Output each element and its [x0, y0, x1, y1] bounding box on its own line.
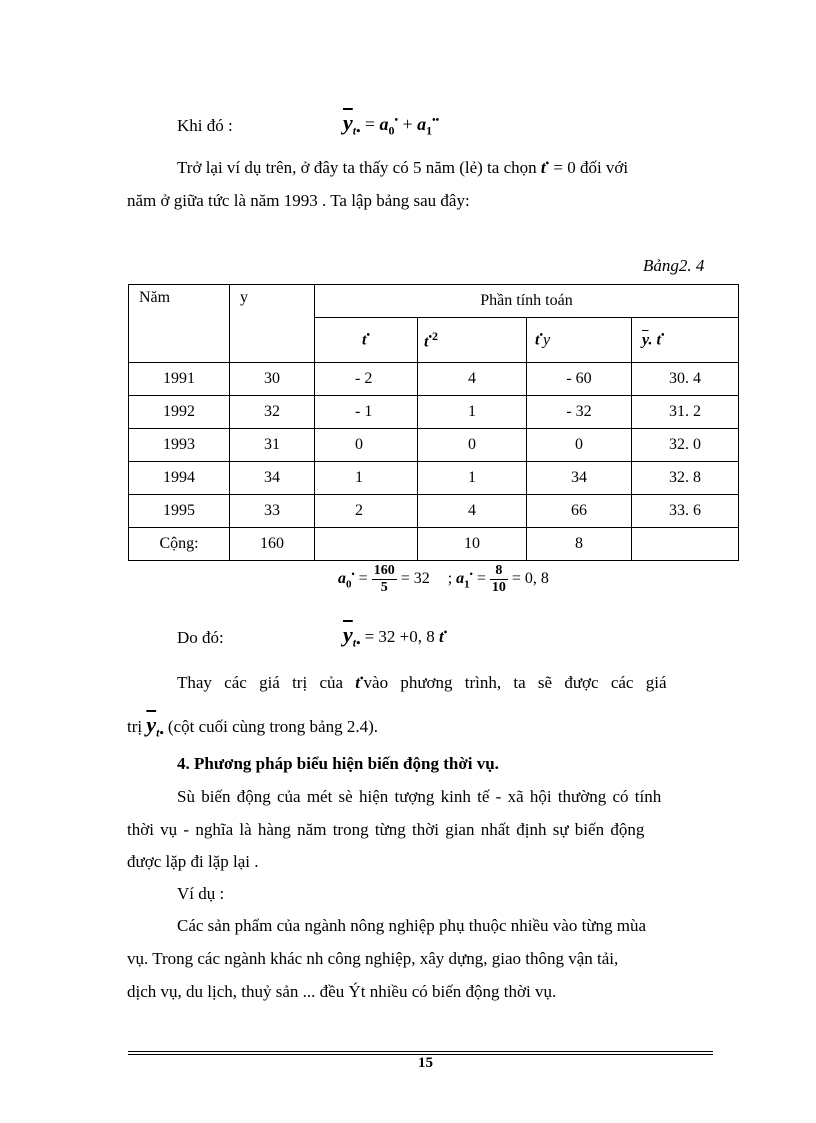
cell-t	[315, 528, 418, 561]
paragraph-seasonal-line2: thời vụ - nghĩa là hàng năm trong từng thời gian nhất định sự biến động	[127, 820, 645, 839]
cell-t: - 1	[315, 396, 418, 429]
paragraph-intro-line2: năm ở giữa tức là năm 1993 . Ta lập bảng sau đây:	[127, 191, 470, 210]
cell-t: 1	[315, 462, 418, 495]
cell-t2: 4	[418, 495, 527, 528]
cell-year: 1993	[129, 429, 230, 462]
paragraph-example-line2: vụ. Trong các ngành khác nh công nghiệp, xây dựng, giao thông vận tải,	[127, 949, 619, 968]
table-row	[129, 429, 739, 462]
result-equation: $\overline{y}_{t•} = 32 +0$, 8 t•	[343, 622, 448, 650]
paragraph-seasonal-line3: được lặp đi lặp lại .	[127, 852, 259, 871]
cell-t2: 1	[418, 396, 527, 429]
cell-y: 33	[230, 495, 315, 528]
cell-yt: 30. 4	[632, 363, 739, 396]
cell-ty: - 60	[527, 363, 632, 396]
header-calculation: Phần tính toán	[315, 285, 739, 318]
page-number: 15	[418, 1055, 433, 1071]
cell-y: 31	[230, 429, 315, 462]
coefficient-equations: $a_0^•$ = $\frac{160}{5}$ = 32 ; $a_1^•$ = $\frac{8}{10}$ = 0, 8	[338, 563, 549, 595]
header-ty: t•y	[527, 318, 632, 363]
example-label: Ví dụ :	[177, 884, 225, 903]
paragraph-substitute-line2: trị $\overline{y}_{t•}$ (cột cuối cùng trong bảng 2.4).	[127, 712, 379, 740]
calculation-table	[128, 284, 739, 561]
khi-do-label: Khi đó :	[177, 116, 233, 135]
header-y: y	[230, 285, 315, 363]
paragraph-substitute-line1: Thay các giá trị của t•vào phương trình, ta sẽ được các giá	[177, 673, 667, 692]
header-t: t•	[315, 318, 418, 363]
cell-t: 2	[315, 495, 418, 528]
cell-t2: 1	[418, 462, 527, 495]
cell-ty: 34	[527, 462, 632, 495]
cell-ty: 8	[527, 528, 632, 561]
cell-t2: 4	[418, 363, 527, 396]
paragraph-example-line1: Các sản phẩm của ngành nông nghiệp phụ thuộc nhiều vào từng mùa	[177, 916, 647, 935]
cell-t2: 10	[418, 528, 527, 561]
trend-equation: $\overline{y}_{t•} = a_0^• + a_1^{••}$	[343, 110, 440, 138]
paragraph-intro-line1: Trở lại ví dụ trên, ở đây ta thấy có 5 năm (lẻ) ta chọn t• = 0 đối với	[177, 158, 629, 177]
table-row	[129, 396, 739, 429]
table-row	[129, 363, 739, 396]
header-t-squared: $t^{•2}$	[418, 318, 527, 363]
cell-yt: 32. 0	[632, 429, 739, 462]
table-row	[129, 462, 739, 495]
cell-y: 160	[230, 528, 315, 561]
table-row-total	[129, 528, 739, 561]
footer-rule-top	[128, 1051, 713, 1052]
cell-year: 1992	[129, 396, 230, 429]
cell-t2: 0	[418, 429, 527, 462]
cell-total-label: Cộng:	[129, 528, 230, 561]
table-caption: Bảng2. 4	[643, 256, 705, 275]
header-y-bar-t: $\overline{y}$. t•	[632, 318, 739, 363]
cell-year: 1995	[129, 495, 230, 528]
cell-ty: - 32	[527, 396, 632, 429]
cell-yt: 32. 8	[632, 462, 739, 495]
cell-yt	[632, 528, 739, 561]
header-year: Năm	[129, 285, 230, 363]
cell-year: 1991	[129, 363, 230, 396]
paragraph-example-line3: dịch vụ, du lịch, thuỷ sản ... đều Ýt nhiều có biến động thời vụ.	[127, 982, 557, 1001]
cell-ty: 0	[527, 429, 632, 462]
do-do-label: Do đó:	[177, 628, 224, 647]
cell-y: 34	[230, 462, 315, 495]
section-heading: 4. Phương pháp biểu hiện biến động thời vụ.	[177, 754, 499, 773]
table-row	[129, 495, 739, 528]
cell-yt: 31. 2	[632, 396, 739, 429]
cell-ty: 66	[527, 495, 632, 528]
cell-yt: 33. 6	[632, 495, 739, 528]
cell-year: 1994	[129, 462, 230, 495]
cell-t: - 2	[315, 363, 418, 396]
cell-y: 30	[230, 363, 315, 396]
cell-y: 32	[230, 396, 315, 429]
paragraph-seasonal-line1: Sù biến động của mét sè hiện tượng kinh tế - xã hội thường có tính	[177, 787, 662, 806]
cell-t: 0	[315, 429, 418, 462]
